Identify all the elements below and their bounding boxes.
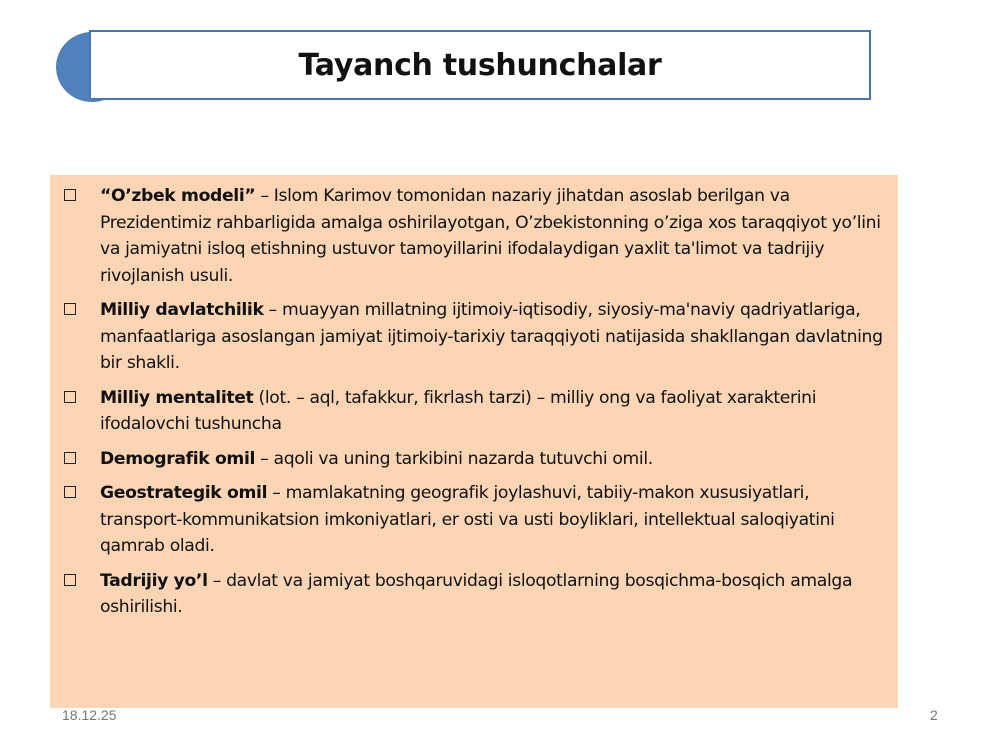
term: Milliy mentalitet — [100, 387, 254, 408]
square-bullet-icon — [64, 303, 76, 315]
footer-date: 18.12.25 — [62, 707, 117, 723]
definition: – muayyan millatning ijtimoiy-iqtisodiy, siyosiy-ma'naviy qadriyatlariga, manfaatlariga asoslangan jamiyat ijtimoiy-tarixiy taraqqiyoti natijasida shakllangan davlatning bir shakli. — [100, 300, 883, 373]
list-item — [60, 183, 890, 289]
list-item — [60, 568, 890, 621]
term: “O’zbek modeli” — [100, 186, 256, 206]
term: Demografik omil — [100, 448, 256, 469]
square-bullet-icon — [64, 574, 76, 586]
term: Milliy davlatchilik — [100, 300, 264, 320]
list-item-text — [100, 568, 890, 621]
definition: – Islom Karimov tomonidan nazariy jihatdan asoslab berilgan va Prezidentimiz rahbarligida amalga oshirilayotgan, O’zbekistonning o’ziga xos taraqqiyot yo’lini va jamiyatni isloq etishning ustuvor tamoyillarini ifodalaydigan yaxlit ta'limot va tadrijiy rivojlanish usuli. — [100, 186, 881, 286]
list-item-text — [100, 480, 890, 560]
definition: – mamlakatning geografik joylashuvi, tabiiy-makon xususiyatlari, transport-kommunikatsion imkoniyatlari, er osti va usti boyliklari, intellektual saloqiyatini qamrab oladi. — [100, 483, 835, 556]
definition: (lot. – aql, tafakkur, fikrlash tarzi) – milliy ong va faoliyat xarakterini ifodalovchi tushuncha — [100, 387, 817, 434]
square-bullet-icon — [64, 189, 76, 201]
square-bullet-icon — [64, 391, 76, 403]
list-item — [60, 297, 890, 377]
list-item-text — [100, 446, 890, 473]
list-item-text — [100, 183, 890, 289]
term: Tadrijiy yo’l — [100, 570, 208, 591]
list-item — [60, 385, 890, 438]
slide-title: Tayanch tushunchalar — [298, 47, 662, 83]
square-bullet-icon — [64, 452, 76, 464]
list-item — [60, 446, 890, 473]
page-number: 2 — [930, 707, 938, 723]
list-item-text — [100, 385, 890, 438]
square-bullet-icon — [64, 486, 76, 498]
definition: – aqoli va uning tarkibini nazarda tutuvchi omil. — [255, 448, 653, 469]
definitions-list — [60, 183, 890, 629]
definition: – davlat va jamiyat boshqaruvidagi isloqotlarning bosqichma-bosqich amalga oshirilishi. — [100, 570, 853, 617]
title-box — [89, 30, 871, 100]
list-item-text — [100, 297, 890, 377]
term: Geostrategik omil — [100, 483, 268, 503]
list-item — [60, 480, 890, 560]
